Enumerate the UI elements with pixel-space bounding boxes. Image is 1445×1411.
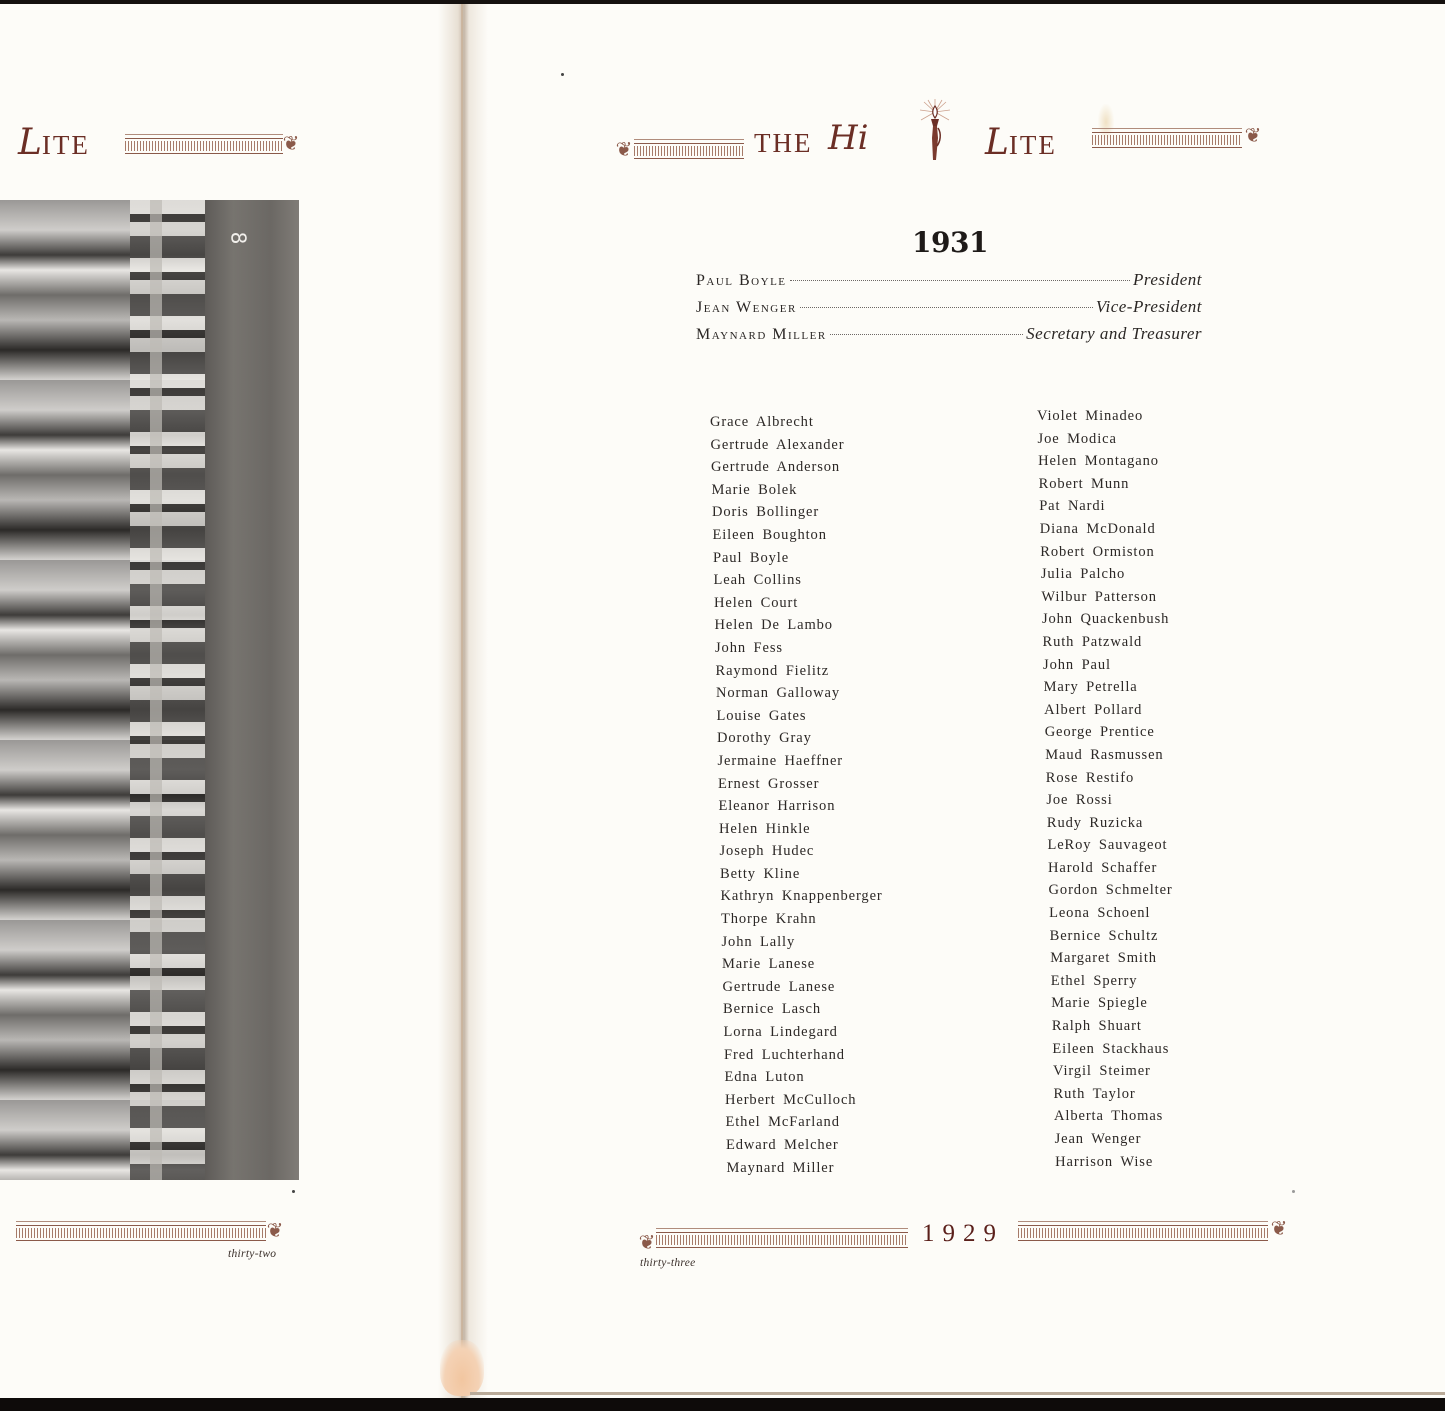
member-name: Fred Luchterhand	[724, 1046, 845, 1063]
member-name: John Quackenbush	[1041, 611, 1170, 628]
member-name: Margaret Smith	[1050, 950, 1157, 967]
dot-leader	[830, 334, 1024, 335]
photo-legs-band	[130, 200, 210, 1180]
officer-row	[696, 270, 1202, 297]
member-name: Doris Bollinger	[712, 504, 820, 521]
member-name: Helen Montagano	[1038, 453, 1159, 470]
member-name: Leona Schoenl	[1049, 905, 1151, 922]
member-name: Joseph Hudec	[719, 843, 815, 860]
member-name: Rudy Ruzicka	[1046, 814, 1144, 831]
brand-text: ITE	[41, 130, 90, 160]
member-name: Julia Palcho	[1040, 566, 1126, 583]
member-name: Ethel McFarland	[725, 1114, 840, 1131]
scroll-ornament-icon: ❦	[615, 139, 633, 161]
member-name: Jean Wenger	[1054, 1131, 1142, 1147]
right-header-rule-right	[1092, 132, 1242, 148]
member-name: Marie Spiegle	[1051, 995, 1148, 1012]
officer-row	[696, 324, 1202, 351]
member-name: Betty Kline	[720, 865, 801, 882]
member-name: Louise Gates	[716, 707, 807, 724]
officer-name: Jean Wenger	[696, 299, 797, 316]
torch-icon	[918, 98, 952, 162]
member-name: Ruth Taylor	[1053, 1085, 1136, 1102]
member-name: Robert Ormiston	[1040, 543, 1155, 560]
member-name: Gordon Schmelter	[1048, 882, 1173, 899]
dot-leader	[790, 280, 1130, 281]
members-column-right	[1037, 405, 1173, 1173]
member-name: Joe Modica	[1037, 430, 1117, 447]
members-column-left	[710, 411, 883, 1179]
officer-row	[696, 297, 1202, 324]
member-name: Maynard Miller	[726, 1159, 835, 1176]
member-name: Ernest Grosser	[718, 775, 820, 792]
member-name: Joe Rossi	[1046, 792, 1113, 809]
book-bottom-edge	[0, 1398, 1445, 1411]
member-name: Raymond Fielitz	[715, 662, 830, 679]
officer-name: Maynard Miller	[696, 326, 827, 343]
header-hi: Hi	[828, 118, 869, 158]
member-name: Thorpe Krahn	[721, 911, 817, 928]
member-name: Ruth Patzwald	[1042, 633, 1143, 650]
officer-role: Vice-President	[1095, 297, 1202, 316]
member-name: Paul Boyle	[713, 549, 790, 566]
page-edge-line	[470, 1392, 1445, 1395]
member-name: Eileen Stackhaus	[1052, 1040, 1170, 1057]
member-name: Eileen Boughton	[712, 526, 827, 543]
member-name: Edna Luton	[724, 1069, 805, 1086]
member-name: George Prentice	[1044, 724, 1155, 741]
footer-year: 1929	[922, 1220, 1004, 1247]
member-name: Helen De Lambo	[714, 617, 833, 634]
header-lite	[985, 122, 1057, 163]
book-gutter	[438, 4, 488, 1398]
member-name: Ethel Sperry	[1050, 972, 1138, 989]
scroll-ornament-icon: ❦	[266, 1220, 284, 1242]
member-name: John Lally	[721, 933, 796, 950]
brand-script-initial: L	[18, 122, 42, 163]
member-name: Maud Rasmussen	[1045, 746, 1164, 763]
lite-text: ITE	[1008, 130, 1057, 160]
paper-speck	[292, 1190, 295, 1193]
left-header-brand	[18, 122, 90, 163]
member-name: Grace Albrecht	[710, 414, 814, 430]
member-name: Marie Bolek	[711, 481, 798, 498]
member-name: Diana McDonald	[1039, 520, 1156, 537]
member-name: Bernice Lasch	[723, 1001, 822, 1018]
officers-list	[696, 270, 1202, 351]
member-name: Gertrude Anderson	[711, 459, 841, 476]
member-name: Helen Hinkle	[719, 820, 811, 837]
scroll-ornament-icon: ❦	[1244, 125, 1262, 147]
scroll-ornament-icon: ❦	[282, 133, 300, 155]
member-name: Eleanor Harrison	[718, 798, 836, 815]
member-name: Lorna Lindegard	[723, 1024, 838, 1041]
member-name: Pat Nardi	[1039, 498, 1106, 515]
gutter-crease	[461, 4, 463, 1398]
member-name: Norman Galloway	[716, 685, 841, 702]
member-name: Violet Minadeo	[1037, 408, 1144, 424]
member-name: Helen Court	[714, 594, 799, 611]
scroll-ornament-icon: ❦	[638, 1232, 656, 1254]
paper-speck	[1292, 1190, 1295, 1193]
right-footer-rule-right	[1018, 1225, 1268, 1241]
class-group-photo	[0, 200, 299, 1180]
dot-leader	[800, 307, 1093, 308]
member-name: Bernice Schultz	[1049, 927, 1159, 944]
page-number-left: thirty-two	[228, 1248, 277, 1260]
member-name: Robert Munn	[1038, 475, 1130, 492]
right-footer-rule-left	[656, 1232, 908, 1248]
photo-bench	[150, 200, 162, 1180]
member-name: Herbert McCulloch	[725, 1091, 857, 1108]
member-name: Marie Lanese	[722, 956, 816, 973]
member-name: Leah Collins	[713, 572, 802, 589]
member-name: John Fess	[715, 639, 783, 656]
right-header-rule-left	[634, 143, 744, 159]
lite-script-initial: L	[985, 122, 1009, 163]
officer-name: Paul Boyle	[696, 272, 787, 289]
member-name: Jermaine Haeffner	[717, 752, 844, 769]
page-number-right: thirty-three	[640, 1257, 696, 1269]
photo-floor	[205, 200, 299, 1180]
scroll-ornament-icon: ❦	[1270, 1218, 1288, 1240]
member-name: Alberta Thomas	[1054, 1108, 1164, 1125]
member-name: Virgil Steimer	[1052, 1063, 1151, 1080]
member-name: LeRoy Sauvageot	[1047, 837, 1168, 854]
member-name: Kathryn Knappenberger	[720, 888, 883, 905]
photo-corner-mark: 8	[226, 231, 251, 245]
member-name: Mary Petrella	[1043, 679, 1138, 696]
left-header-rule	[125, 138, 283, 154]
member-name: Harrison Wise	[1055, 1153, 1154, 1170]
member-name: Wilbur Patterson	[1041, 588, 1157, 605]
water-stain	[440, 1340, 484, 1396]
class-year-heading: 1931	[912, 226, 988, 259]
member-name: Gertrude Alexander	[710, 436, 845, 453]
header-the: THE	[754, 128, 813, 158]
member-name: Dorothy Gray	[717, 730, 812, 747]
officer-role: President	[1132, 270, 1202, 289]
member-name: Rose Restifo	[1045, 769, 1135, 786]
member-name: Ralph Shuart	[1051, 1018, 1142, 1035]
paper-speck	[561, 73, 564, 76]
member-name: Harold Schaffer	[1048, 859, 1158, 876]
officer-role: Secretary and Treasurer	[1026, 324, 1202, 343]
member-name: Edward Melcher	[726, 1137, 839, 1153]
member-name: Gertrude Lanese	[722, 978, 836, 995]
member-name: Albert Pollard	[1044, 701, 1143, 718]
left-footer-rule	[16, 1225, 266, 1241]
member-name: John Paul	[1043, 656, 1111, 673]
